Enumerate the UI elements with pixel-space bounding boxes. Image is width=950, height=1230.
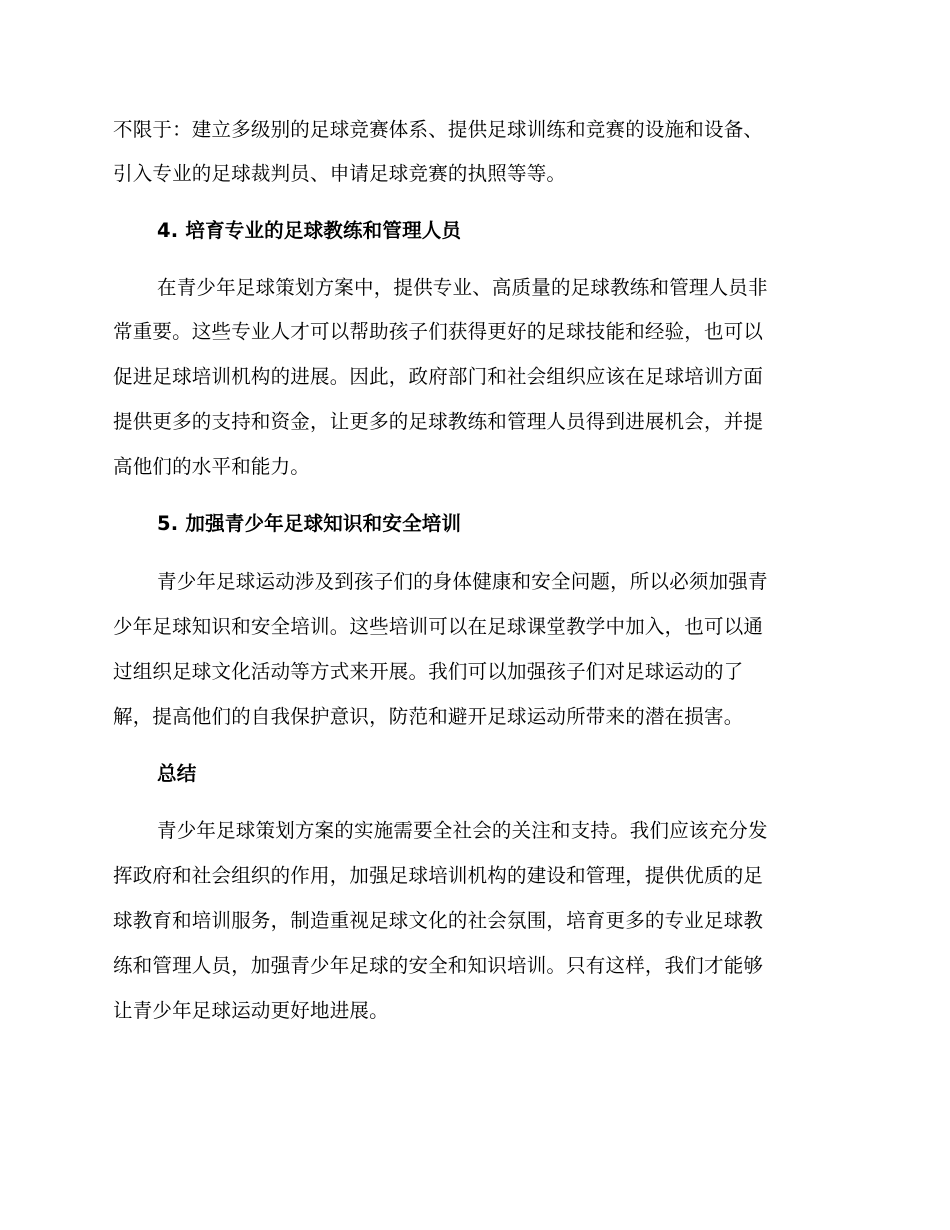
- section-heading: 总结: [157, 762, 197, 785]
- paragraph-line: 高他们的水平和能力。: [113, 455, 311, 478]
- paragraph-line: 挥政府和社会组织的作用，加强足球培训机构的建设和管理，提供优质的足: [113, 864, 764, 887]
- paragraph-line: 青少年足球策划方案的实施需要全社会的关注和支持。我们应该充分发: [157, 819, 768, 842]
- paragraph-line: 不限于：建立多级别的足球竞赛体系、提供足球训练和竞赛的设施和设备、: [113, 118, 764, 141]
- section-heading: 5. 加强青少年足球知识和安全培训: [157, 512, 462, 535]
- paragraph-line: 球教育和培训服务，制造重视足球文化的社会氛围，培育更多的专业足球教: [113, 909, 764, 932]
- paragraph-line: 提供更多的支持和资金，让更多的足球教练和管理人员得到进展机会，并提: [113, 410, 764, 433]
- section-heading: 4. 培育专业的足球教练和管理人员: [157, 219, 462, 242]
- paragraph-line: 在青少年足球策划方案中，提供专业、高质量的足球教练和管理人员非: [157, 276, 768, 299]
- paragraph-line: 让青少年足球运动更好地进展。: [113, 999, 389, 1022]
- paragraph-line: 少年足球知识和安全培训。这些培训可以在足球课堂教学中加入，也可以通: [113, 615, 764, 638]
- paragraph-line: 常重要。这些专业人才可以帮助孩子们获得更好的足球技能和经验，也可以: [113, 320, 764, 343]
- paragraph-line: 练和管理人员，加强青少年足球的安全和知识培训。只有这样，我们才能够: [113, 954, 764, 977]
- paragraph-line: 解，提高他们的自我保护意识，防范和避开足球运动所带来的潜在损害。: [113, 705, 744, 728]
- paragraph-line: 青少年足球运动涉及到孩子们的身体健康和安全问题，所以必须加强青: [157, 570, 768, 593]
- paragraph-line: 过组织足球文化活动等方式来开展。我们可以加强孩子们对足球运动的了: [113, 660, 744, 683]
- paragraph-line: 引入专业的足球裁判员、申请足球竞赛的执照等等。: [113, 162, 567, 185]
- paragraph-line: 促进足球培训机构的进展。因此，政府部门和社会组织应该在足球培训方面: [113, 365, 764, 388]
